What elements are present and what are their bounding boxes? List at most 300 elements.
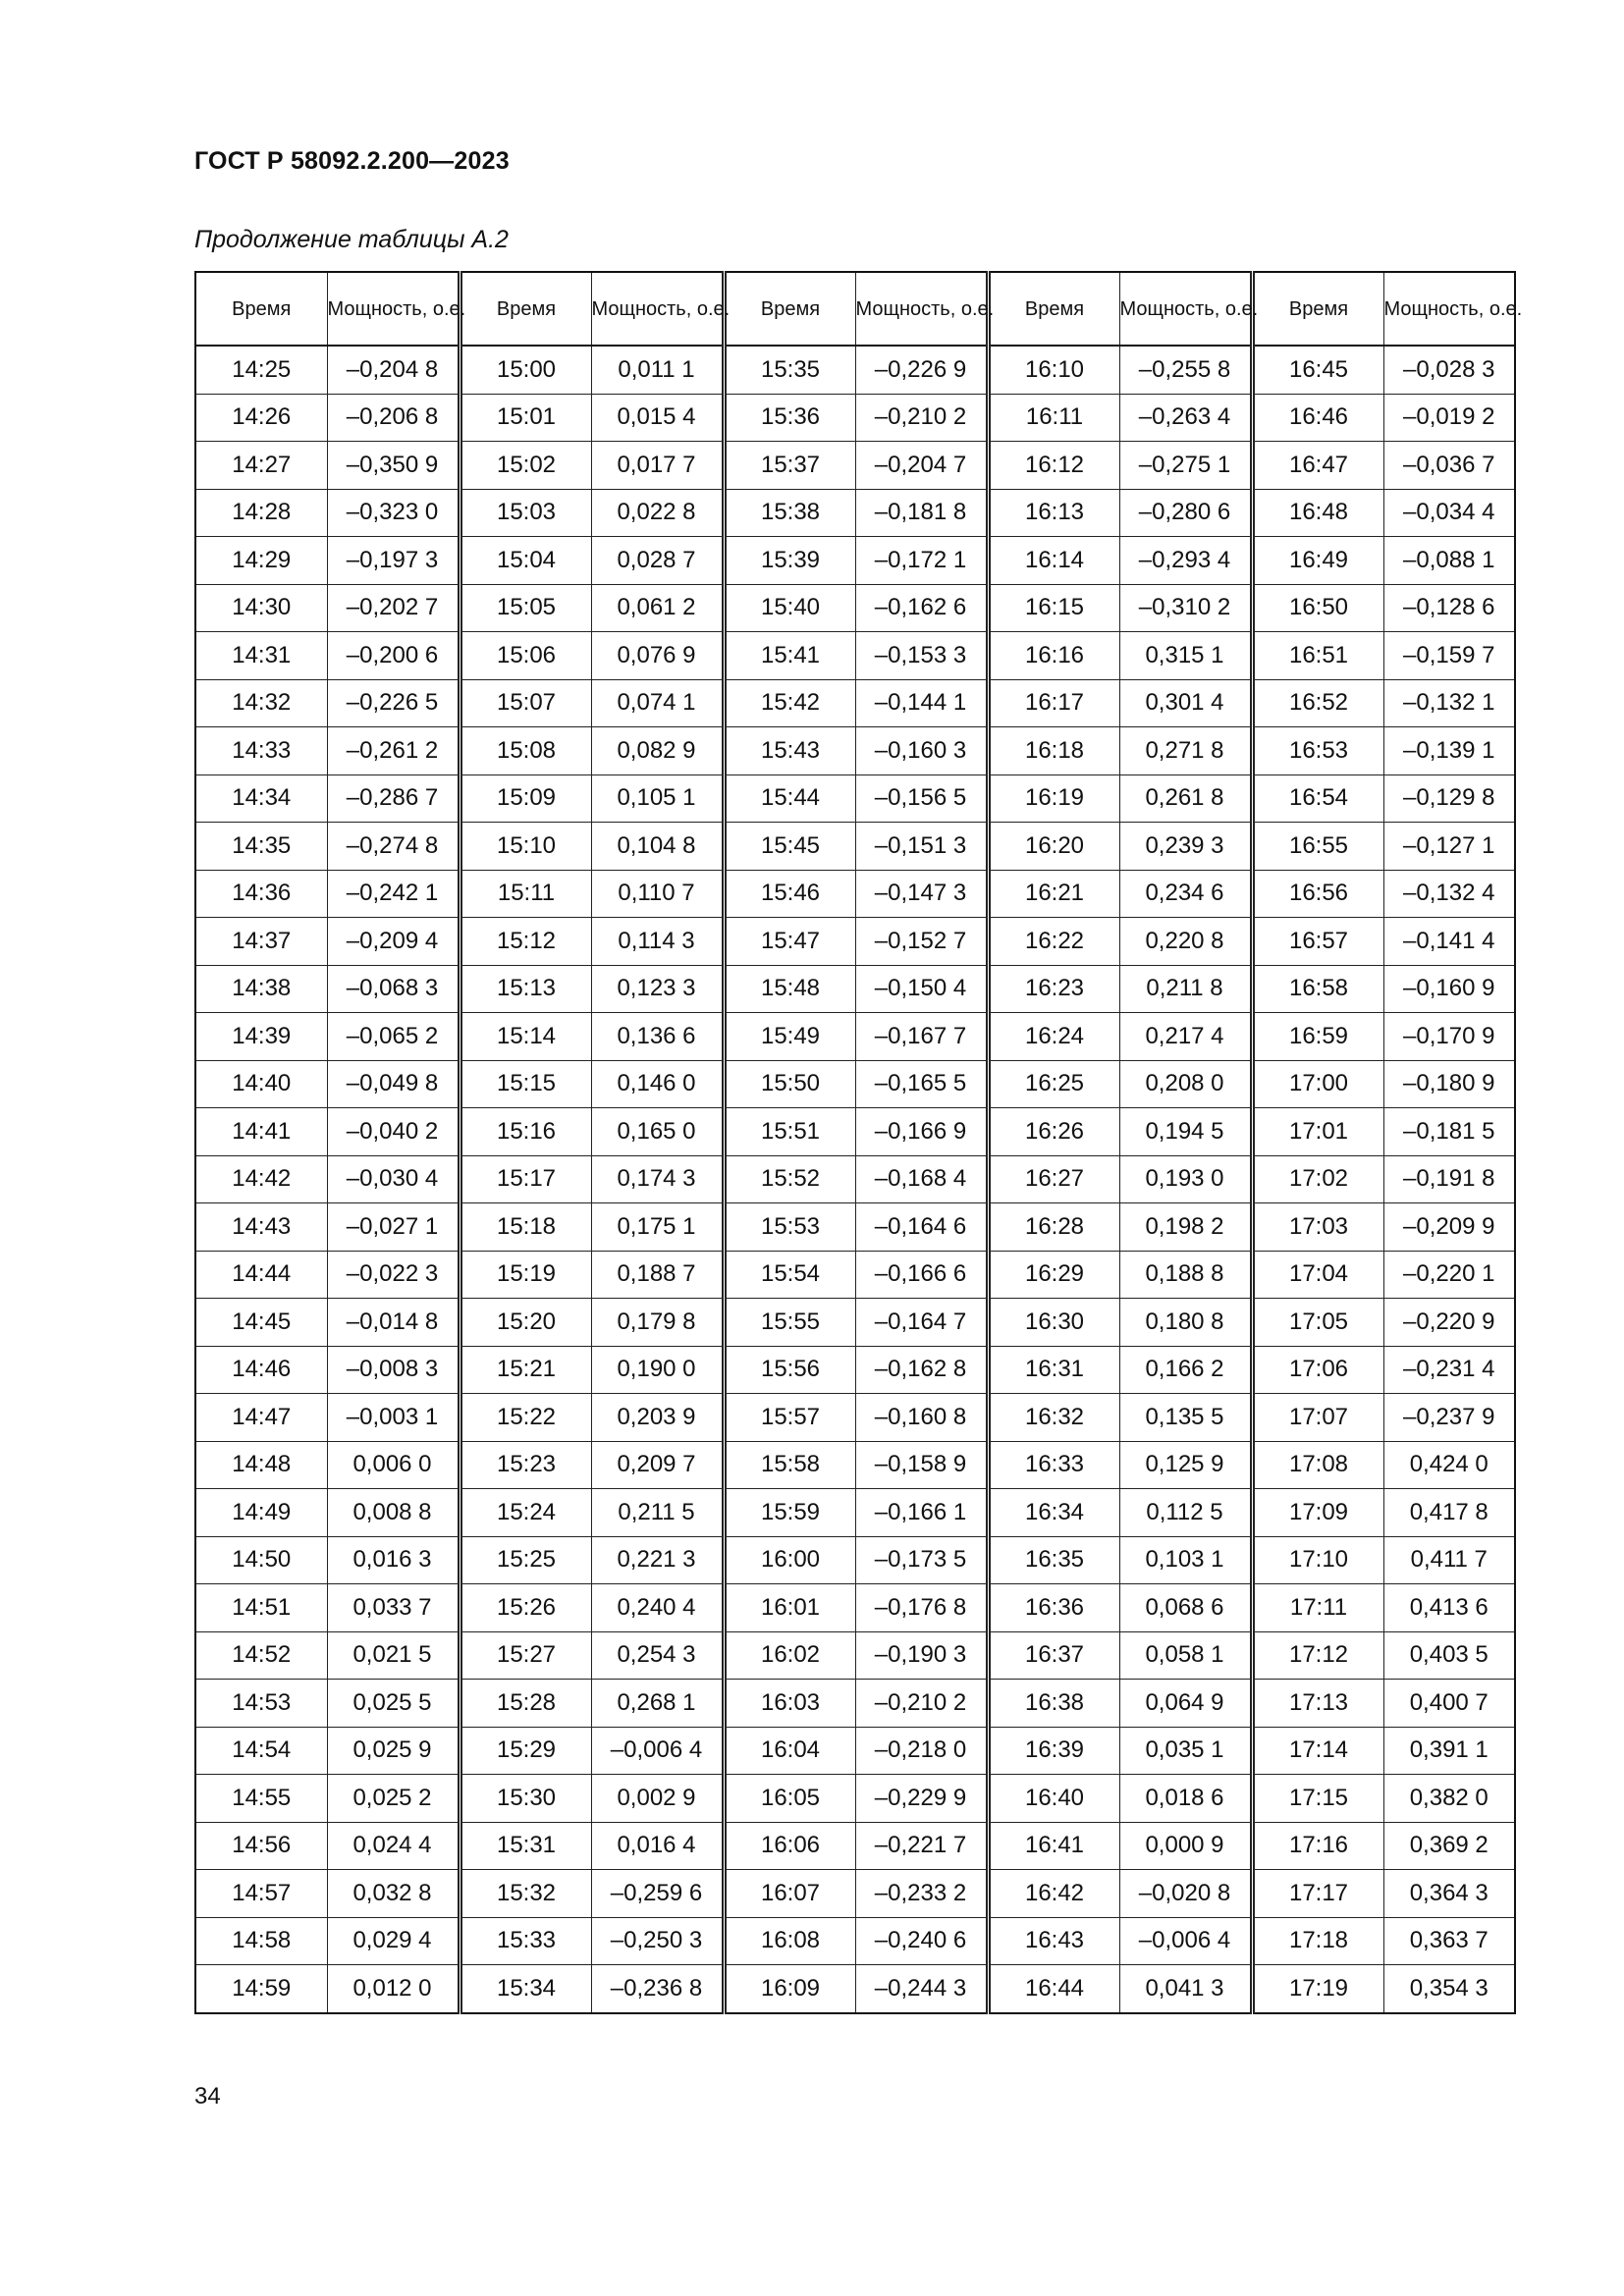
time-cell: 14:47 bbox=[195, 1394, 327, 1442]
power-cell: –0,030 4 bbox=[327, 1155, 460, 1203]
time-cell: 14:48 bbox=[195, 1441, 327, 1489]
power-cell: 0,074 1 bbox=[591, 679, 724, 727]
time-cell: 15:49 bbox=[724, 1013, 855, 1061]
time-cell: 16:40 bbox=[988, 1775, 1119, 1823]
time-cell: 16:01 bbox=[724, 1584, 855, 1632]
time-cell: 14:58 bbox=[195, 1917, 327, 1965]
time-cell: 17:14 bbox=[1252, 1727, 1383, 1775]
time-cell: 16:38 bbox=[988, 1680, 1119, 1728]
power-cell: 0,025 9 bbox=[327, 1727, 460, 1775]
power-cell: 0,011 1 bbox=[591, 346, 724, 394]
time-cell: 17:17 bbox=[1252, 1870, 1383, 1918]
power-cell: 0,417 8 bbox=[1383, 1489, 1515, 1537]
power-cell: –0,144 1 bbox=[855, 679, 988, 727]
table-row bbox=[195, 442, 1515, 490]
power-cell: –0,152 7 bbox=[855, 918, 988, 966]
time-cell: 16:17 bbox=[988, 679, 1119, 727]
time-cell: 15:04 bbox=[460, 537, 591, 585]
power-cell: –0,003 1 bbox=[327, 1394, 460, 1442]
time-cell: 14:37 bbox=[195, 918, 327, 966]
power-cell: –0,261 2 bbox=[327, 727, 460, 775]
power-cell: 0,188 7 bbox=[591, 1251, 724, 1299]
power-cell: –0,233 2 bbox=[855, 1870, 988, 1918]
power-cell: 0,165 0 bbox=[591, 1108, 724, 1156]
time-cell: 15:48 bbox=[724, 965, 855, 1013]
power-cell: –0,158 9 bbox=[855, 1441, 988, 1489]
power-cell: 0,105 1 bbox=[591, 774, 724, 823]
time-cell: 16:44 bbox=[988, 1965, 1119, 2013]
time-cell: 14:31 bbox=[195, 632, 327, 680]
power-cell: 0,220 8 bbox=[1119, 918, 1252, 966]
power-cell: –0,274 8 bbox=[327, 823, 460, 871]
page-number: 34 bbox=[194, 2083, 221, 2109]
power-cell: –0,160 8 bbox=[855, 1394, 988, 1442]
power-cell: 0,234 6 bbox=[1119, 870, 1252, 918]
table-row bbox=[195, 1917, 1515, 1965]
table-row bbox=[195, 727, 1515, 775]
time-cell: 14:54 bbox=[195, 1727, 327, 1775]
time-cell: 15:25 bbox=[460, 1536, 591, 1584]
power-cell: 0,015 4 bbox=[591, 394, 724, 442]
power-cell: –0,049 8 bbox=[327, 1060, 460, 1108]
time-cell: 15:06 bbox=[460, 632, 591, 680]
time-cell: 16:46 bbox=[1252, 394, 1383, 442]
power-cell: 0,268 1 bbox=[591, 1680, 724, 1728]
time-cell: 16:55 bbox=[1252, 823, 1383, 871]
time-cell: 15:59 bbox=[724, 1489, 855, 1537]
column-header-power: Мощность, о.е. bbox=[327, 272, 460, 346]
power-cell: –0,160 9 bbox=[1383, 965, 1515, 1013]
time-cell: 16:12 bbox=[988, 442, 1119, 490]
time-cell: 15:31 bbox=[460, 1822, 591, 1870]
column-header-time: Время bbox=[724, 272, 855, 346]
power-cell: 0,239 3 bbox=[1119, 823, 1252, 871]
time-cell: 15:18 bbox=[460, 1203, 591, 1252]
power-cell: 0,025 2 bbox=[327, 1775, 460, 1823]
power-cell: 0,029 4 bbox=[327, 1917, 460, 1965]
time-cell: 17:05 bbox=[1252, 1299, 1383, 1347]
time-cell: 16:30 bbox=[988, 1299, 1119, 1347]
time-cell: 16:47 bbox=[1252, 442, 1383, 490]
time-cell: 15:39 bbox=[724, 537, 855, 585]
power-cell: 0,179 8 bbox=[591, 1299, 724, 1347]
power-cell: 0,017 7 bbox=[591, 442, 724, 490]
time-cell: 15:02 bbox=[460, 442, 591, 490]
power-cell: –0,255 8 bbox=[1119, 346, 1252, 394]
time-cell: 15:29 bbox=[460, 1727, 591, 1775]
time-cell: 15:37 bbox=[724, 442, 855, 490]
time-cell: 15:34 bbox=[460, 1965, 591, 2013]
table-row bbox=[195, 1775, 1515, 1823]
time-cell: 15:35 bbox=[724, 346, 855, 394]
power-cell: –0,293 4 bbox=[1119, 537, 1252, 585]
time-cell: 15:45 bbox=[724, 823, 855, 871]
table-row bbox=[195, 774, 1515, 823]
time-cell: 17:16 bbox=[1252, 1822, 1383, 1870]
time-cell: 15:57 bbox=[724, 1394, 855, 1442]
table-row bbox=[195, 1013, 1515, 1061]
time-cell: 15:56 bbox=[724, 1346, 855, 1394]
time-cell: 15:28 bbox=[460, 1680, 591, 1728]
power-cell: 0,194 5 bbox=[1119, 1108, 1252, 1156]
power-cell: 0,382 0 bbox=[1383, 1775, 1515, 1823]
time-cell: 15:53 bbox=[724, 1203, 855, 1252]
power-cell: 0,413 6 bbox=[1383, 1584, 1515, 1632]
power-cell: 0,058 1 bbox=[1119, 1631, 1252, 1680]
power-cell: 0,002 9 bbox=[591, 1775, 724, 1823]
power-cell: –0,210 2 bbox=[855, 394, 988, 442]
power-cell: 0,022 8 bbox=[591, 489, 724, 537]
time-cell: 15:43 bbox=[724, 727, 855, 775]
power-cell: 0,041 3 bbox=[1119, 1965, 1252, 2013]
power-cell: –0,220 1 bbox=[1383, 1251, 1515, 1299]
power-cell: 0,035 1 bbox=[1119, 1727, 1252, 1775]
time-cell: 16:51 bbox=[1252, 632, 1383, 680]
time-cell: 15:58 bbox=[724, 1441, 855, 1489]
time-cell: 15:44 bbox=[724, 774, 855, 823]
time-cell: 14:36 bbox=[195, 870, 327, 918]
time-cell: 15:40 bbox=[724, 584, 855, 632]
time-cell: 17:19 bbox=[1252, 1965, 1383, 2013]
power-table bbox=[194, 271, 1523, 2014]
table-row bbox=[195, 346, 1515, 394]
time-cell: 17:08 bbox=[1252, 1441, 1383, 1489]
table-row bbox=[195, 1870, 1515, 1918]
power-cell: –0,221 7 bbox=[855, 1822, 988, 1870]
time-cell: 14:39 bbox=[195, 1013, 327, 1061]
time-cell: 15:08 bbox=[460, 727, 591, 775]
time-cell: 17:07 bbox=[1252, 1394, 1383, 1442]
power-cell: 0,033 7 bbox=[327, 1584, 460, 1632]
power-cell: –0,263 4 bbox=[1119, 394, 1252, 442]
power-cell: –0,259 6 bbox=[591, 1870, 724, 1918]
time-cell: 16:45 bbox=[1252, 346, 1383, 394]
time-cell: 16:11 bbox=[988, 394, 1119, 442]
power-cell: 0,208 0 bbox=[1119, 1060, 1252, 1108]
time-cell: 14:30 bbox=[195, 584, 327, 632]
time-cell: 15:13 bbox=[460, 965, 591, 1013]
time-cell: 16:25 bbox=[988, 1060, 1119, 1108]
table-row bbox=[195, 1441, 1515, 1489]
power-cell: –0,036 7 bbox=[1383, 442, 1515, 490]
power-cell: 0,000 9 bbox=[1119, 1822, 1252, 1870]
power-cell: –0,151 3 bbox=[855, 823, 988, 871]
table-row bbox=[195, 1299, 1515, 1347]
time-cell: 15:47 bbox=[724, 918, 855, 966]
table-row bbox=[195, 1631, 1515, 1680]
power-cell: 0,240 4 bbox=[591, 1584, 724, 1632]
time-cell: 15:42 bbox=[724, 679, 855, 727]
power-cell: –0,088 1 bbox=[1383, 537, 1515, 585]
power-cell: –0,280 6 bbox=[1119, 489, 1252, 537]
power-cell: –0,244 3 bbox=[855, 1965, 988, 2013]
power-cell: –0,206 8 bbox=[327, 394, 460, 442]
power-cell: –0,040 2 bbox=[327, 1108, 460, 1156]
power-cell: –0,164 7 bbox=[855, 1299, 988, 1347]
time-cell: 16:56 bbox=[1252, 870, 1383, 918]
power-cell: –0,139 1 bbox=[1383, 727, 1515, 775]
power-cell: 0,076 9 bbox=[591, 632, 724, 680]
time-cell: 16:41 bbox=[988, 1822, 1119, 1870]
power-cell: 0,188 8 bbox=[1119, 1251, 1252, 1299]
power-cell: –0,167 7 bbox=[855, 1013, 988, 1061]
power-cell: –0,237 9 bbox=[1383, 1394, 1515, 1442]
power-cell: 0,175 1 bbox=[591, 1203, 724, 1252]
power-cell: 0,125 9 bbox=[1119, 1441, 1252, 1489]
time-cell: 16:49 bbox=[1252, 537, 1383, 585]
power-cell: –0,275 1 bbox=[1119, 442, 1252, 490]
time-cell: 16:35 bbox=[988, 1536, 1119, 1584]
table-caption: Продолжение таблицы А.2 bbox=[194, 226, 509, 253]
time-cell: 15:15 bbox=[460, 1060, 591, 1108]
column-header-power: Мощность, о.е. bbox=[1119, 272, 1252, 346]
table-body bbox=[195, 346, 1515, 2013]
column-header-time: Время bbox=[988, 272, 1119, 346]
time-cell: 15:32 bbox=[460, 1870, 591, 1918]
table-row bbox=[195, 823, 1515, 871]
table-row bbox=[195, 1489, 1515, 1537]
power-cell: –0,020 8 bbox=[1119, 1870, 1252, 1918]
power-cell: 0,211 5 bbox=[591, 1489, 724, 1537]
power-cell: 0,028 7 bbox=[591, 537, 724, 585]
time-cell: 15:19 bbox=[460, 1251, 591, 1299]
power-cell: 0,006 0 bbox=[327, 1441, 460, 1489]
time-cell: 14:41 bbox=[195, 1108, 327, 1156]
table-row bbox=[195, 1965, 1515, 2013]
time-cell: 14:59 bbox=[195, 1965, 327, 2013]
time-cell: 16:02 bbox=[724, 1631, 855, 1680]
time-cell: 17:13 bbox=[1252, 1680, 1383, 1728]
power-cell: 0,193 0 bbox=[1119, 1155, 1252, 1203]
power-cell: 0,209 7 bbox=[591, 1441, 724, 1489]
time-cell: 15:50 bbox=[724, 1060, 855, 1108]
time-cell: 15:22 bbox=[460, 1394, 591, 1442]
time-cell: 16:27 bbox=[988, 1155, 1119, 1203]
power-cell: –0,310 2 bbox=[1119, 584, 1252, 632]
time-cell: 16:39 bbox=[988, 1727, 1119, 1775]
power-cell: –0,162 6 bbox=[855, 584, 988, 632]
power-cell: –0,181 8 bbox=[855, 489, 988, 537]
power-cell: –0,226 9 bbox=[855, 346, 988, 394]
power-cell: –0,019 2 bbox=[1383, 394, 1515, 442]
time-cell: 15:10 bbox=[460, 823, 591, 871]
power-cell: –0,156 5 bbox=[855, 774, 988, 823]
column-header-power: Мощность, о.е. bbox=[591, 272, 724, 346]
power-cell: –0,170 9 bbox=[1383, 1013, 1515, 1061]
time-cell: 17:03 bbox=[1252, 1203, 1383, 1252]
time-cell: 16:21 bbox=[988, 870, 1119, 918]
table-row bbox=[195, 489, 1515, 537]
time-cell: 15:51 bbox=[724, 1108, 855, 1156]
time-cell: 15:27 bbox=[460, 1631, 591, 1680]
power-cell: 0,400 7 bbox=[1383, 1680, 1515, 1728]
power-cell: 0,068 6 bbox=[1119, 1584, 1252, 1632]
table-row bbox=[195, 537, 1515, 585]
time-cell: 17:11 bbox=[1252, 1584, 1383, 1632]
table-row bbox=[195, 1394, 1515, 1442]
power-cell: 0,082 9 bbox=[591, 727, 724, 775]
power-cell: 0,391 1 bbox=[1383, 1727, 1515, 1775]
time-cell: 17:12 bbox=[1252, 1631, 1383, 1680]
column-header-power: Мощность, о.е. bbox=[1383, 272, 1515, 346]
power-cell: 0,301 4 bbox=[1119, 679, 1252, 727]
power-cell: –0,350 9 bbox=[327, 442, 460, 490]
time-cell: 15:38 bbox=[724, 489, 855, 537]
table-row bbox=[195, 584, 1515, 632]
power-cell: 0,271 8 bbox=[1119, 727, 1252, 775]
time-cell: 16:07 bbox=[724, 1870, 855, 1918]
time-cell: 16:08 bbox=[724, 1917, 855, 1965]
time-cell: 16:43 bbox=[988, 1917, 1119, 1965]
power-cell: 0,403 5 bbox=[1383, 1631, 1515, 1680]
time-cell: 16:54 bbox=[1252, 774, 1383, 823]
power-cell: 0,166 2 bbox=[1119, 1346, 1252, 1394]
table-row bbox=[195, 1584, 1515, 1632]
time-cell: 14:50 bbox=[195, 1536, 327, 1584]
time-cell: 16:34 bbox=[988, 1489, 1119, 1537]
time-cell: 16:22 bbox=[988, 918, 1119, 966]
table-row bbox=[195, 1108, 1515, 1156]
power-cell: 0,217 4 bbox=[1119, 1013, 1252, 1061]
time-cell: 16:53 bbox=[1252, 727, 1383, 775]
time-cell: 16:05 bbox=[724, 1775, 855, 1823]
power-cell: 0,424 0 bbox=[1383, 1441, 1515, 1489]
power-cell: –0,068 3 bbox=[327, 965, 460, 1013]
time-cell: 16:00 bbox=[724, 1536, 855, 1584]
time-cell: 14:52 bbox=[195, 1631, 327, 1680]
time-cell: 14:44 bbox=[195, 1251, 327, 1299]
table-row bbox=[195, 632, 1515, 680]
power-cell: –0,065 2 bbox=[327, 1013, 460, 1061]
time-cell: 16:58 bbox=[1252, 965, 1383, 1013]
power-cell: 0,411 7 bbox=[1383, 1536, 1515, 1584]
power-cell: –0,132 4 bbox=[1383, 870, 1515, 918]
column-header-time: Время bbox=[195, 272, 327, 346]
time-cell: 14:57 bbox=[195, 1870, 327, 1918]
power-cell: –0,209 4 bbox=[327, 918, 460, 966]
table-row bbox=[195, 1155, 1515, 1203]
power-cell: –0,014 8 bbox=[327, 1299, 460, 1347]
power-cell: 0,221 3 bbox=[591, 1536, 724, 1584]
power-cell: –0,229 9 bbox=[855, 1775, 988, 1823]
power-cell: 0,198 2 bbox=[1119, 1203, 1252, 1252]
power-cell: –0,191 8 bbox=[1383, 1155, 1515, 1203]
power-cell: 0,008 8 bbox=[327, 1489, 460, 1537]
time-cell: 14:32 bbox=[195, 679, 327, 727]
time-cell: 15:03 bbox=[460, 489, 591, 537]
time-cell: 14:53 bbox=[195, 1680, 327, 1728]
time-cell: 15:07 bbox=[460, 679, 591, 727]
power-cell: 0,012 0 bbox=[327, 1965, 460, 2013]
power-cell: –0,166 1 bbox=[855, 1489, 988, 1537]
time-cell: 16:36 bbox=[988, 1584, 1119, 1632]
time-cell: 16:06 bbox=[724, 1822, 855, 1870]
power-cell: 0,369 2 bbox=[1383, 1822, 1515, 1870]
time-cell: 17:00 bbox=[1252, 1060, 1383, 1108]
time-cell: 14:45 bbox=[195, 1299, 327, 1347]
power-cell: –0,197 3 bbox=[327, 537, 460, 585]
power-cell: –0,034 4 bbox=[1383, 489, 1515, 537]
time-cell: 14:34 bbox=[195, 774, 327, 823]
time-cell: 14:55 bbox=[195, 1775, 327, 1823]
power-cell: –0,190 3 bbox=[855, 1631, 988, 1680]
power-cell: 0,103 1 bbox=[1119, 1536, 1252, 1584]
time-cell: 15:23 bbox=[460, 1441, 591, 1489]
table-row bbox=[195, 1203, 1515, 1252]
time-cell: 14:35 bbox=[195, 823, 327, 871]
power-cell: –0,250 3 bbox=[591, 1917, 724, 1965]
time-cell: 16:31 bbox=[988, 1346, 1119, 1394]
time-cell: 15:46 bbox=[724, 870, 855, 918]
time-cell: 16:52 bbox=[1252, 679, 1383, 727]
power-cell: –0,128 6 bbox=[1383, 584, 1515, 632]
power-cell: –0,220 9 bbox=[1383, 1299, 1515, 1347]
time-cell: 15:41 bbox=[724, 632, 855, 680]
power-cell: –0,028 3 bbox=[1383, 346, 1515, 394]
time-cell: 16:26 bbox=[988, 1108, 1119, 1156]
time-cell: 14:25 bbox=[195, 346, 327, 394]
power-cell: 0,254 3 bbox=[591, 1631, 724, 1680]
time-cell: 16:04 bbox=[724, 1727, 855, 1775]
power-cell: 0,025 5 bbox=[327, 1680, 460, 1728]
table-row bbox=[195, 918, 1515, 966]
power-cell: –0,132 1 bbox=[1383, 679, 1515, 727]
power-cell: 0,123 3 bbox=[591, 965, 724, 1013]
time-cell: 15:24 bbox=[460, 1489, 591, 1537]
power-cell: –0,164 6 bbox=[855, 1203, 988, 1252]
time-cell: 14:56 bbox=[195, 1822, 327, 1870]
power-cell: –0,181 5 bbox=[1383, 1108, 1515, 1156]
time-cell: 15:36 bbox=[724, 394, 855, 442]
power-cell: 0,190 0 bbox=[591, 1346, 724, 1394]
power-cell: –0,173 5 bbox=[855, 1536, 988, 1584]
time-cell: 14:46 bbox=[195, 1346, 327, 1394]
power-cell: –0,022 3 bbox=[327, 1251, 460, 1299]
table-row bbox=[195, 1536, 1515, 1584]
power-cell: 0,016 4 bbox=[591, 1822, 724, 1870]
time-cell: 14:43 bbox=[195, 1203, 327, 1252]
time-cell: 16:33 bbox=[988, 1441, 1119, 1489]
time-cell: 15:33 bbox=[460, 1917, 591, 1965]
time-cell: 17:04 bbox=[1252, 1251, 1383, 1299]
power-cell: –0,172 1 bbox=[855, 537, 988, 585]
time-cell: 16:32 bbox=[988, 1394, 1119, 1442]
time-cell: 16:59 bbox=[1252, 1013, 1383, 1061]
power-cell: 0,180 8 bbox=[1119, 1299, 1252, 1347]
time-cell: 16:09 bbox=[724, 1965, 855, 2013]
time-cell: 15:09 bbox=[460, 774, 591, 823]
power-cell: –0,141 4 bbox=[1383, 918, 1515, 966]
power-cell: 0,354 3 bbox=[1383, 1965, 1515, 2013]
time-cell: 15:16 bbox=[460, 1108, 591, 1156]
power-cell: 0,061 2 bbox=[591, 584, 724, 632]
time-cell: 16:13 bbox=[988, 489, 1119, 537]
power-cell: –0,127 1 bbox=[1383, 823, 1515, 871]
power-cell: 0,203 9 bbox=[591, 1394, 724, 1442]
time-cell: 15:55 bbox=[724, 1299, 855, 1347]
time-cell: 16:15 bbox=[988, 584, 1119, 632]
time-cell: 15:30 bbox=[460, 1775, 591, 1823]
power-cell: –0,166 6 bbox=[855, 1251, 988, 1299]
power-cell: 0,114 3 bbox=[591, 918, 724, 966]
power-cell: –0,162 8 bbox=[855, 1346, 988, 1394]
power-cell: –0,165 5 bbox=[855, 1060, 988, 1108]
power-cell: –0,180 9 bbox=[1383, 1060, 1515, 1108]
table-row bbox=[195, 679, 1515, 727]
time-cell: 16:16 bbox=[988, 632, 1119, 680]
power-cell: 0,136 6 bbox=[591, 1013, 724, 1061]
time-cell: 16:29 bbox=[988, 1251, 1119, 1299]
